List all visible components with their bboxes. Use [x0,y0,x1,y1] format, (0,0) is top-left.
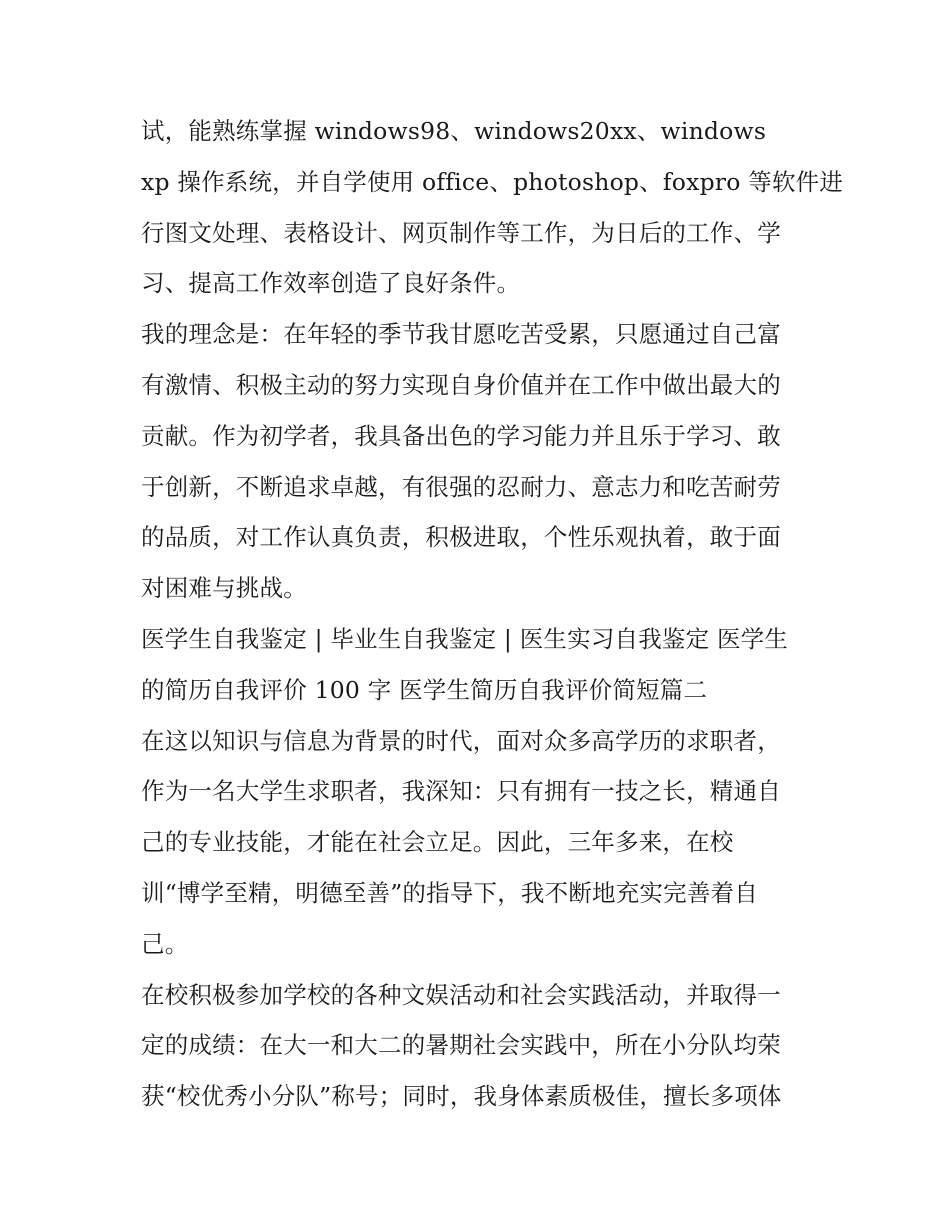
text-line: 习、提高工作效率创造了良好条件。 [141,269,521,298]
document-body [141,106,844,1122]
text-line: 在这以知识与信息为背景的时代，面对众多高学历的求职者， [141,726,781,755]
text-line: 的简历自我评价 100 字 医学生简历自我评价简短篇二 [141,675,708,704]
text-line: 行图文处理、表格设计、网页制作等工作，为日后的工作、学 [141,218,781,247]
text-line: 试，能熟练掌握 windows98、windows20xx、windows [141,117,767,145]
text-line: 训“博学至精，明德至善”的指导下，我不断地充实完善着自 [141,878,758,907]
text-line: 获“校优秀小分队”称号；同时，我身体素质极佳，擅长多项体 [141,1082,782,1111]
text-line: 我的理念是：在年轻的季节我甘愿吃苦受累，只愿通过自己富 [141,320,781,349]
text-line: 己的专业技能，才能在社会立足。因此，三年多来，在校 [141,828,734,857]
text-line: xp 操作系统，并自学使用 office、photoshop、foxpro 等软件进 [141,167,844,196]
text-line: 作为一名大学生求职者，我深知：只有拥有一技之长，精通自 [141,777,781,806]
text-line: 于创新，不断追求卓越，有很强的忍耐力、意志力和吃苦耐劳 [141,472,781,501]
text-line: 己。 [141,929,189,958]
text-line: 贡献。作为初学者，我具备出色的学习能力并且乐于学习、敢 [141,421,781,450]
text-line: 对困难与挑战。 [141,574,307,603]
text-line: 的品质，对工作认真负责，积极进取，个性乐观执着，敢于面 [141,523,781,552]
text-line: 医学生自我鉴定 | 毕业生自我鉴定 | 医生实习自我鉴定 医学生 [141,624,789,653]
text-line: 定的成绩：在大一和大二的暑期社会实践中，所在小分队均荣 [141,1031,781,1060]
text-line: 在校积极参加学校的各种文娱活动和社会实践活动，并取得一 [141,980,781,1009]
text-line: 有激情、积极主动的努力实现自身价值并在工作中做出最大的 [141,370,781,399]
